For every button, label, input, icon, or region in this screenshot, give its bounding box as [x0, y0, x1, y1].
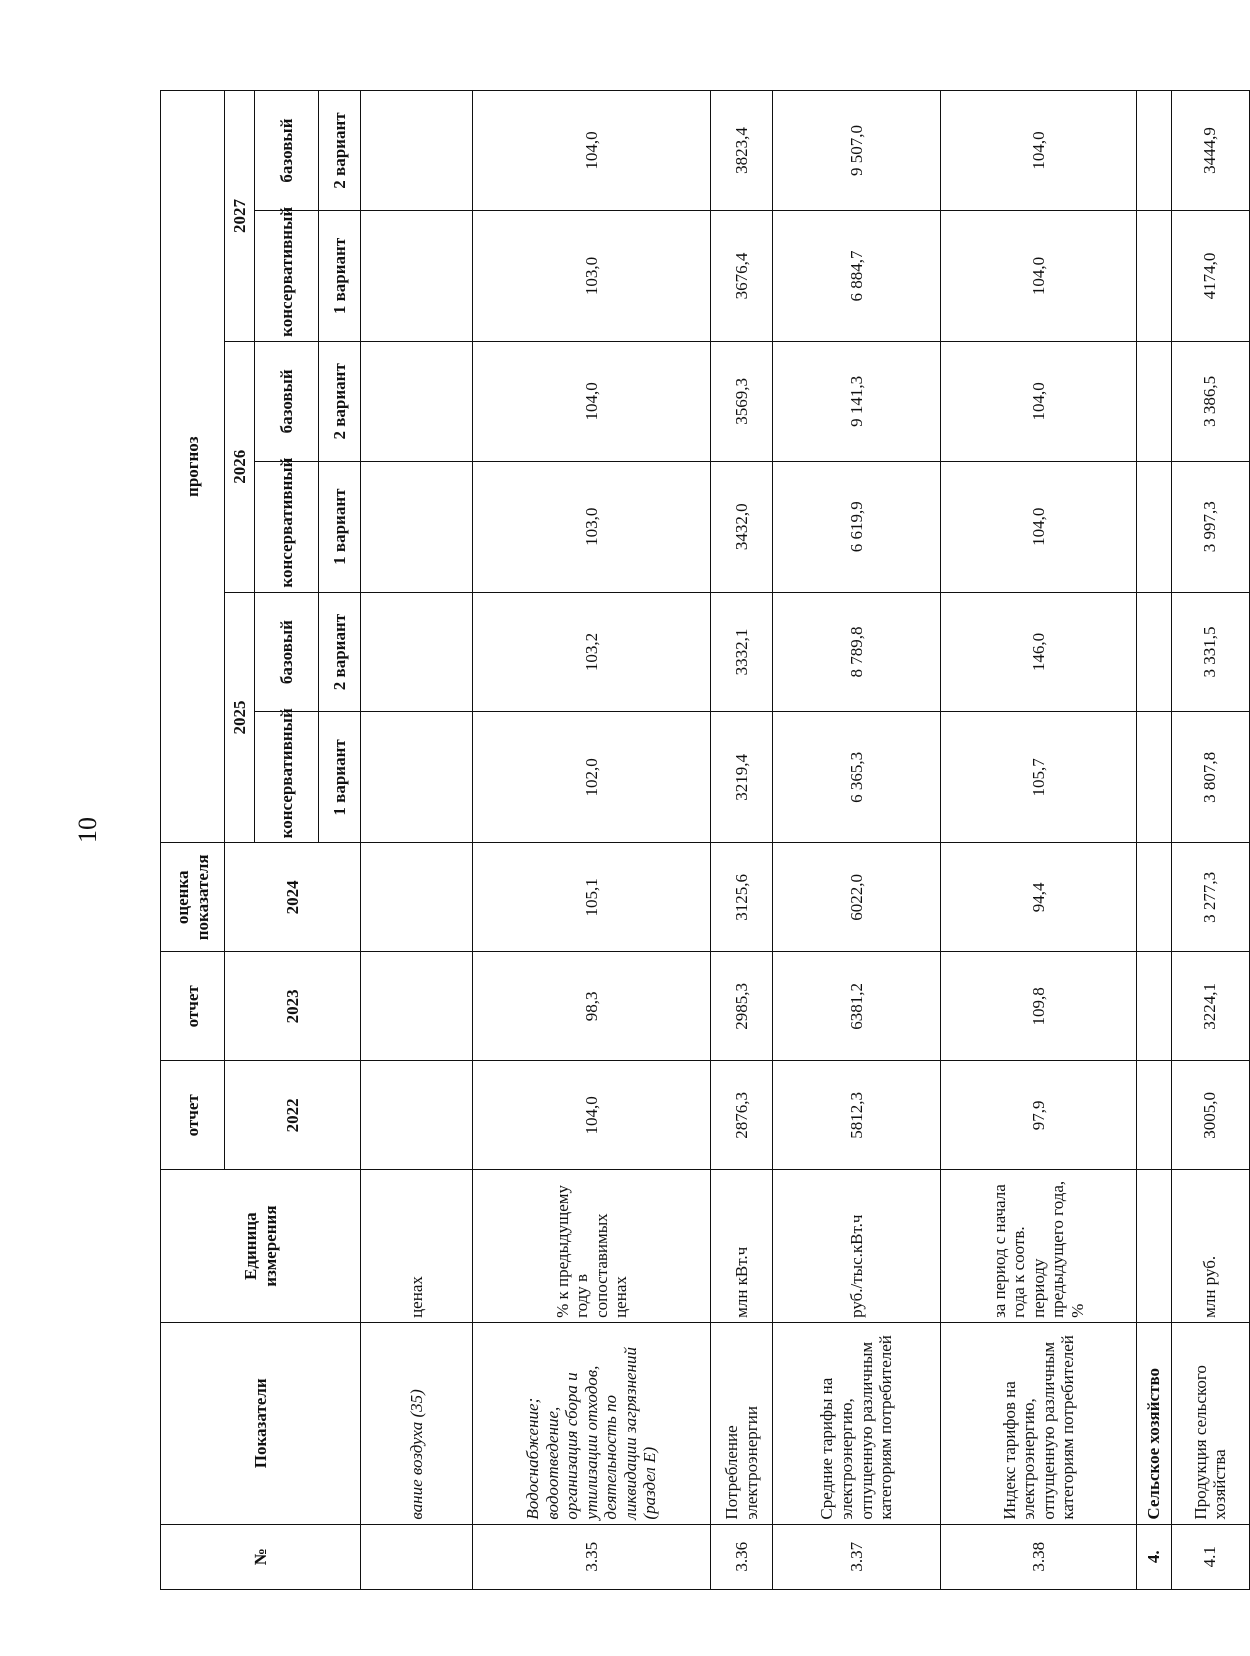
header-2027-conservative: консервативный	[255, 211, 319, 342]
unit-cell	[1137, 1170, 1171, 1323]
value-cell	[361, 91, 473, 211]
value-cell: 104,0	[473, 1061, 711, 1170]
value-cell: 104,0	[941, 211, 1137, 342]
value-cell: 3 807,8	[1171, 712, 1249, 843]
value-cell: 2876,3	[711, 1061, 773, 1170]
header-year-2022: 2022	[225, 1061, 361, 1170]
value-cell	[361, 712, 473, 843]
header-2026-base: базовый	[255, 341, 319, 461]
indicator-name: Потребление электроэнергии	[711, 1322, 773, 1524]
value-cell	[361, 1061, 473, 1170]
value-cell: 4174,0	[1171, 211, 1249, 342]
header-unit: Единица измерения	[161, 1170, 361, 1323]
value-cell: 8 789,8	[772, 592, 940, 712]
value-cell	[1137, 91, 1171, 211]
row-number: 3.37	[772, 1524, 940, 1589]
value-cell: 104,0	[941, 461, 1137, 592]
value-cell: 3569,3	[711, 341, 773, 461]
value-cell	[1137, 592, 1171, 712]
value-cell: 3005,0	[1171, 1061, 1249, 1170]
indicator-name: Средние тарифы на электроэнергию, отпущенную различным категориям потребителей	[772, 1322, 940, 1524]
value-cell: 146,0	[941, 592, 1137, 712]
forecast-table	[160, 90, 1250, 1590]
header-2027-variant1: 1 вариант	[319, 211, 361, 342]
header-year-2027: 2027	[225, 91, 255, 342]
header-year-2024: 2024	[225, 843, 361, 952]
unit-cell: за период с начала года к соотв. периоду предыдущего года, %	[941, 1170, 1137, 1323]
value-cell: 3 331,5	[1171, 592, 1249, 712]
table-row	[711, 91, 773, 1590]
header-2025-conservative: консервативный	[255, 712, 319, 843]
indicator-name: вание воздуха (35)	[361, 1322, 473, 1524]
value-cell	[1137, 952, 1171, 1061]
table-row	[1137, 91, 1171, 1590]
value-cell	[361, 211, 473, 342]
value-cell: 3823,4	[711, 91, 773, 211]
value-cell	[1137, 843, 1171, 952]
header-2027-variant2: 2 вариант	[319, 91, 361, 211]
header-no: №	[161, 1524, 361, 1589]
header-2026-conservative: консервативный	[255, 461, 319, 592]
indicator-name: Индекс тарифов на электроэнергию, отпущенную различным категориям потребителей	[941, 1322, 1137, 1524]
value-cell: 98,3	[473, 952, 711, 1061]
table-row	[361, 91, 473, 1590]
page-number: 10	[73, 817, 102, 843]
value-cell: 94,4	[941, 843, 1137, 952]
value-cell: 3676,4	[711, 211, 773, 342]
value-cell: 6022,0	[772, 843, 940, 952]
value-cell: 103,0	[473, 461, 711, 592]
value-cell	[361, 592, 473, 712]
value-cell	[361, 952, 473, 1061]
value-cell: 9 507,0	[772, 91, 940, 211]
table-row	[772, 91, 940, 1590]
header-report-2022: отчет	[161, 1061, 225, 1170]
value-cell	[1137, 341, 1171, 461]
header-year-2026: 2026	[225, 341, 255, 592]
table-row	[941, 91, 1137, 1590]
value-cell: 3 386,5	[1171, 341, 1249, 461]
header-2025-variant1: 1 вариант	[319, 712, 361, 843]
header-2026-variant2: 2 вариант	[319, 341, 361, 461]
value-cell: 97,9	[941, 1061, 1137, 1170]
value-cell: 5812,3	[772, 1061, 940, 1170]
row-number: 4.	[1137, 1524, 1171, 1589]
row-number: 3.36	[711, 1524, 773, 1589]
unit-cell: руб./тыс.кВт.ч	[772, 1170, 940, 1323]
row-number: 4.1	[1171, 1524, 1249, 1589]
header-estimate: оценка показателя	[161, 843, 225, 952]
value-cell: 104,0	[473, 341, 711, 461]
value-cell: 6 365,3	[772, 712, 940, 843]
value-cell	[1137, 1061, 1171, 1170]
table-row	[1171, 91, 1249, 1590]
header-2025-base: базовый	[255, 592, 319, 712]
value-cell	[361, 341, 473, 461]
header-forecast: прогноз	[161, 91, 225, 843]
value-cell: 3219,4	[711, 712, 773, 843]
value-cell: 3 997,3	[1171, 461, 1249, 592]
value-cell: 6 884,7	[772, 211, 940, 342]
indicator-name: Водоснабжение; водоотведение, организация сбора и утилизации отходов, деятельность по ликвидации загрязнений (раздел Е)	[473, 1322, 711, 1524]
value-cell	[361, 461, 473, 592]
value-cell: 103,0	[473, 211, 711, 342]
value-cell: 3125,6	[711, 843, 773, 952]
value-cell: 102,0	[473, 712, 711, 843]
header-year-2025: 2025	[225, 592, 255, 843]
table-row	[473, 91, 711, 1590]
indicator-name: Сельское хозяйство	[1137, 1322, 1171, 1524]
value-cell: 3444,9	[1171, 91, 1249, 211]
unit-cell: % к предыдущему году в сопоставимых ценах	[473, 1170, 711, 1323]
value-cell: 3432,0	[711, 461, 773, 592]
value-cell: 2985,3	[711, 952, 773, 1061]
unit-cell: млн руб.	[1171, 1170, 1249, 1323]
value-cell: 3332,1	[711, 592, 773, 712]
value-cell: 9 141,3	[772, 341, 940, 461]
value-cell	[1137, 712, 1171, 843]
header-2025-variant2: 2 вариант	[319, 592, 361, 712]
header-indicator: Показатели	[161, 1322, 361, 1524]
header-report-2023: отчет	[161, 952, 225, 1061]
value-cell	[1137, 461, 1171, 592]
value-cell: 3224,1	[1171, 952, 1249, 1061]
row-number: 3.38	[941, 1524, 1137, 1589]
value-cell: 104,0	[941, 91, 1137, 211]
value-cell	[1137, 211, 1171, 342]
value-cell: 109,8	[941, 952, 1137, 1061]
value-cell: 105,7	[941, 712, 1137, 843]
header-2026-variant1: 1 вариант	[319, 461, 361, 592]
value-cell: 103,2	[473, 592, 711, 712]
value-cell: 105,1	[473, 843, 711, 952]
value-cell: 6381,2	[772, 952, 940, 1061]
indicator-name: Продукция сельского хозяйства	[1171, 1322, 1249, 1524]
rotated-table-wrapper	[160, 90, 1250, 1590]
value-cell: 3 277,3	[1171, 843, 1249, 952]
row-number: 3.35	[473, 1524, 711, 1589]
unit-cell: ценах	[361, 1170, 473, 1323]
row-number	[361, 1524, 473, 1589]
value-cell: 104,0	[941, 341, 1137, 461]
header-2027-base: базовый	[255, 91, 319, 211]
value-cell: 104,0	[473, 91, 711, 211]
header-year-2023: 2023	[225, 952, 361, 1061]
unit-cell: млн кВт.ч	[711, 1170, 773, 1323]
value-cell	[361, 843, 473, 952]
value-cell: 6 619,9	[772, 461, 940, 592]
